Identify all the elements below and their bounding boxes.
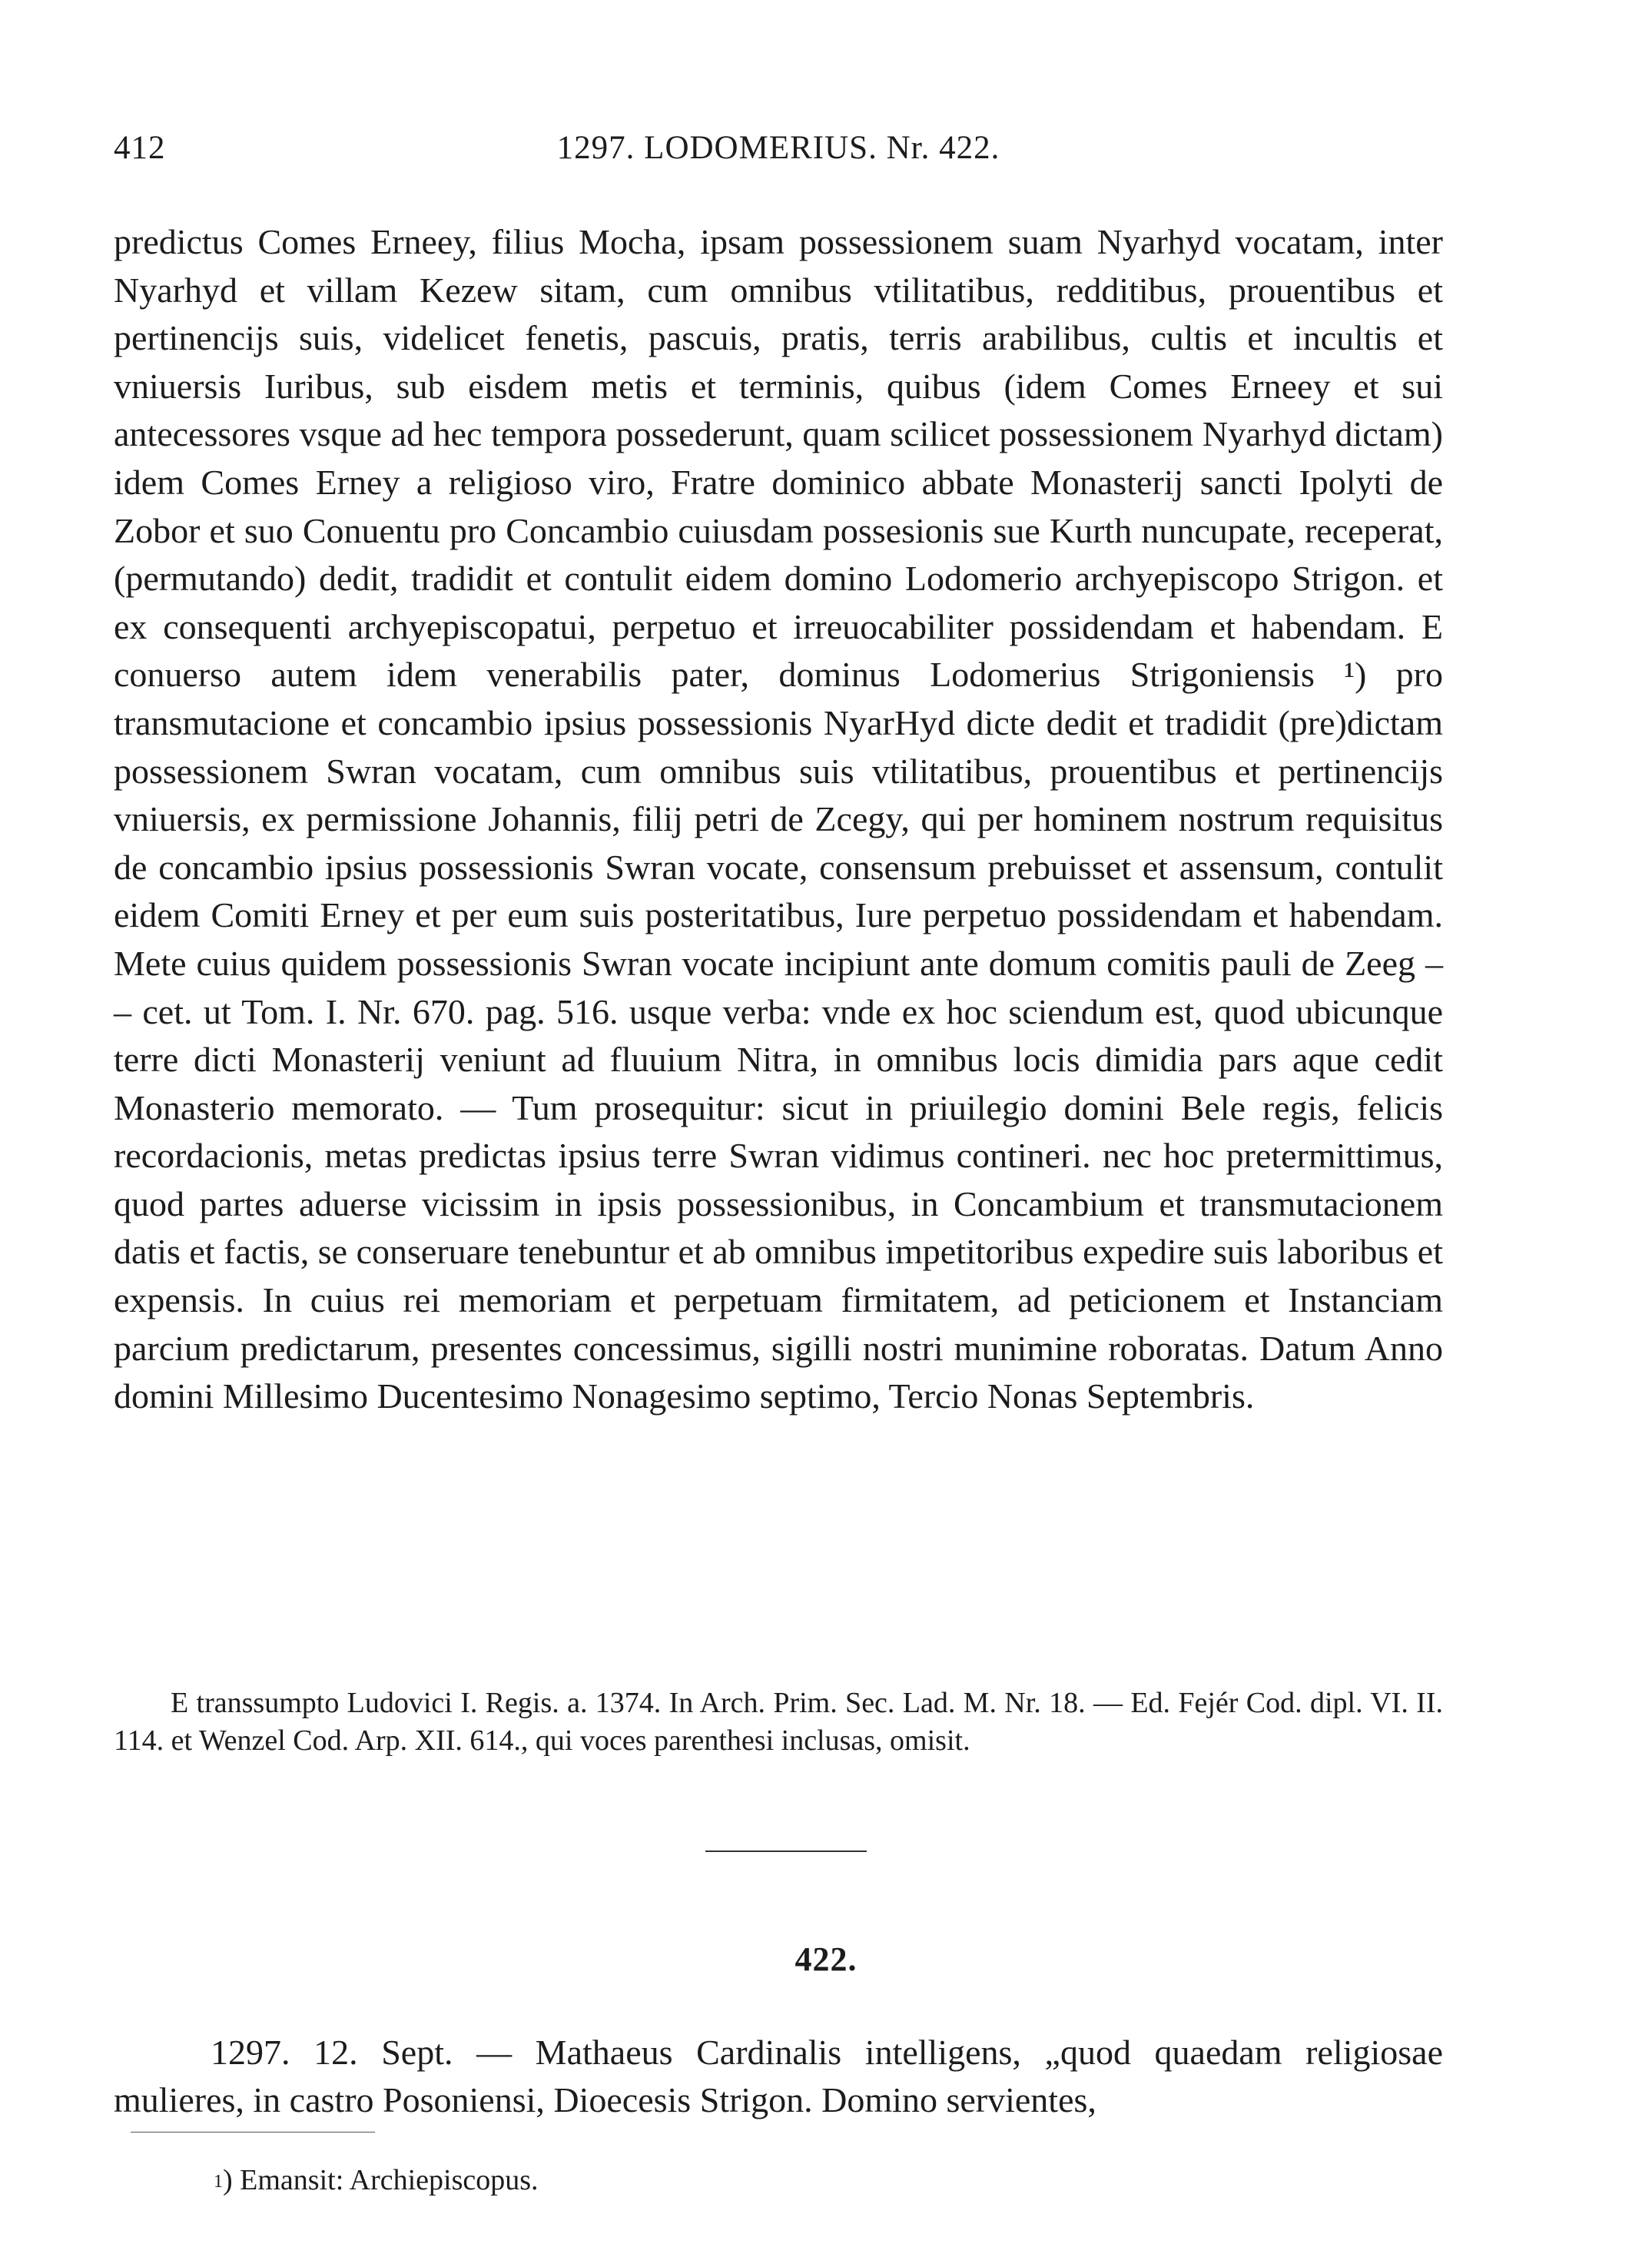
section-divider [705, 1850, 867, 1852]
charter-text [114, 218, 1443, 1421]
source-note: E transsumpto Ludovici I. Regis. a. 1374. In Arch. Prim. Sec. Lad. M. Nr. 18. — Ed. Fejér Cod. dipl. VI. II. 114. et Wenzel Cod. Arp. XII. 614., qui voces parenthesi inclusas, omisit. [114, 1687, 1443, 1757]
intro-paragraph: 1297. 12. Sept. — Mathaeus Cardinalis intelligens, „quod quaedam religiosae mulieres, in castro Posoniensi, Dioecesis Strigon. Domino servientes, [114, 2033, 1443, 2119]
running-head: 1297. LODOMERIUS. Nr. 422. [556, 130, 1000, 166]
page-header [114, 129, 1443, 183]
document-intro [114, 2029, 1443, 2124]
page-number: 412 [114, 130, 166, 166]
charter-paragraph: predictus Comes Erneey, filius Mocha, ipsam possessionem suam Nyarhyd vocatam, inter Nyarhyd et villam Kezew sitam, cum omnibus vtilitatibus, redditibus, prouentibus et pertinencijs suis, videlicet fenetis, pascuis, pratis, terris arabilibus, cultis et incultis et vniuersis Iuribus, sub eisdem metis et terminis, quibus (idem Comes Erneey et sui antecessores vsque ad hec tempora possederunt, quam scilicet possessionem Nyarhyd dictam) idem Comes Erney a religioso viro, Fratre dominico abbate Monasterij sancti Ipolyti de Zobor et suo Conuentu pro Concambio cuiusdam possesionis sue Kurth nuncupate, receperat, (permutando) dedit, tradidit et contulit eidem domino Lodomerio archyepiscopo Strigon. et ex consequenti archyepiscopatui, perpetuo et irreuocabiliter possidendam et habendam. E conuerso autem idem venerabilis pater, dominus Lodomerius Strigoniensis ¹) pro transmutacione et concambio ipsius possessionis NyarHyd dicte dedit et tradidit (pre)dictam possessionem Swran vocatam, cum omnibus suis vtilitatibus, prouentibus et pertinencijs vniuersis, ex permissione Johannis, filij petri de Zcegy, qui per hominem nostrum requisitus de concambio ipsius possessionis Swran vocate, consensum prebuisset et assensum, contulit eidem Comiti Erney et per eum suis posteritatibus, Iure perpetuo possidendam et habendam. Mete cuius quidem possessionis Swran vocate incipiunt ante domum comitis pauli de Zeeg – – cet. ut Tom. I. Nr. 670. pag. 516. usque verba: vnde ex hoc sciendum est, quod ubicunque terre dicti Monasterij veniunt ad fluuium Nitra, in omnibus locis dimidia pars aque cedit Monasterio memorato. — Tum prosequitur: sicut in priuilegio domini Bele regis, felicis recordacionis, metas predictas ipsius terre Swran vidimus contineri. nec hoc pretermittimus, quod partes aduerse vicissim in ipsis possessionibus, in Concambium et transmutacionem datis et factis, se conseruare tenebuntur et ab omnibus impetitoribus expedire suis laboribus et expensis. In cuius rei memoriam et perpetuam firmitatem, ad peticionem et Instanciam parcium predictarum, presentes concessimus, sigilli nostri munimine roboratas. Datum Anno domini Millesimo Ducentesimo Nonagesimo septimo, Tercio Nonas Septembris. [114, 222, 1443, 1416]
footnote-text: Emansit: Archiepiscopus. [240, 2164, 539, 2196]
footnote-marker: 1 [214, 2172, 223, 2192]
footnote: $^1$) Emansit: Archiepiscopus. [214, 2164, 539, 2196]
document-number: 422. [794, 1940, 858, 1978]
footnote-rule [131, 2132, 375, 2133]
